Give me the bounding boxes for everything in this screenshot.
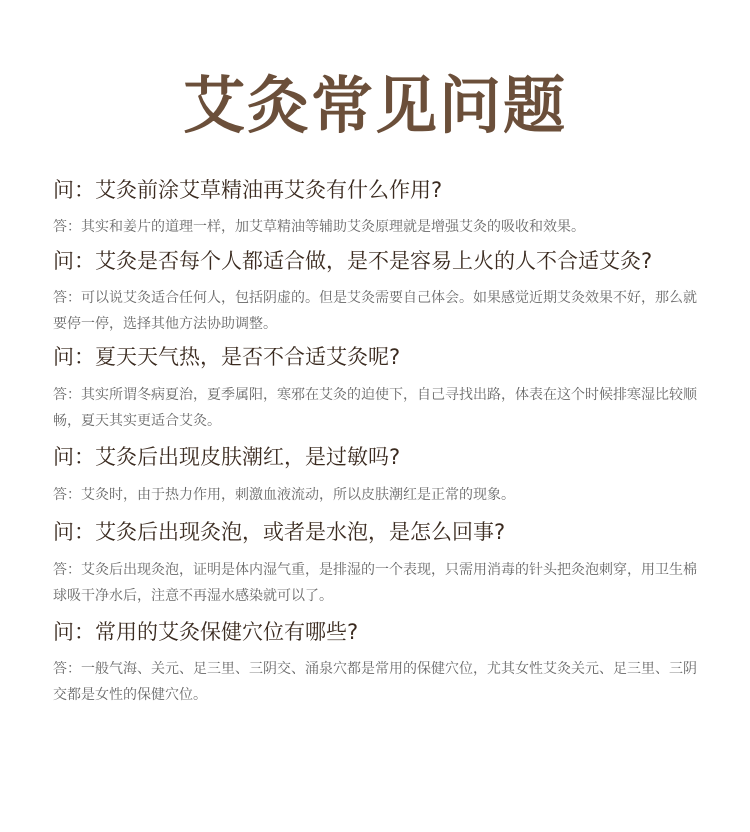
faq-question-4: 问：艾灸后出现皮肤潮红，是过敏吗? [53,445,401,469]
page-title: 艾灸常见问题 [182,69,567,142]
faq-answer-5: 答：艾灸后出现灸泡，证明是体内湿气重，是排湿的一个表现，只需用消毒的针头把灸泡刺穿，用卫生棉球吸干净水后，注意不再湿水感染就可以了。 [53,562,697,604]
faq-question-1: 问：艾灸前涂艾草精油再艾灸有什么作用? [53,178,443,202]
faq-answer-2: 答：可以说艾灸适合任何人，包括阴虚的。但是艾灸需要自己体会。如果感觉近期艾灸效果不好，那么就要停一停，选择其他方法协助调整。 [53,290,697,332]
faq-answer-6: 答：一般气海、关元、足三里、三阴交、涌泉穴都是常用的保健穴位，尤其女性艾灸关元、足三里、三阴交都是女性的保健穴位。 [53,661,697,703]
faq-answer-1: 答：其实和姜片的道理一样，加艾草精油等辅助艾灸原理就是增强艾灸的吸收和效果。 [53,219,585,235]
faq-question-5: 问：艾灸后出现灸泡，或者是水泡，是怎么回事? [53,520,506,544]
faq-question-6: 问：常用的艾灸保健穴位有哪些? [53,620,359,644]
faq-question-2: 问：艾灸是否每个人都适合做，是不是容易上火的人不合适艾灸? [53,249,653,273]
faq-answer-3: 答：其实所谓冬病夏治，夏季属阳，寒邪在艾灸的迫使下，自己寻找出路，体表在这个时候排寒湿比较顺畅，夏天其实更适合艾灸。 [53,387,697,429]
faq-answer-4: 答：艾灸时，由于热力作用，刺激血液流动，所以皮肤潮红是正常的现象。 [53,487,515,503]
faq-question-3: 问：夏天天气热，是否不合适艾灸呢? [53,345,401,369]
